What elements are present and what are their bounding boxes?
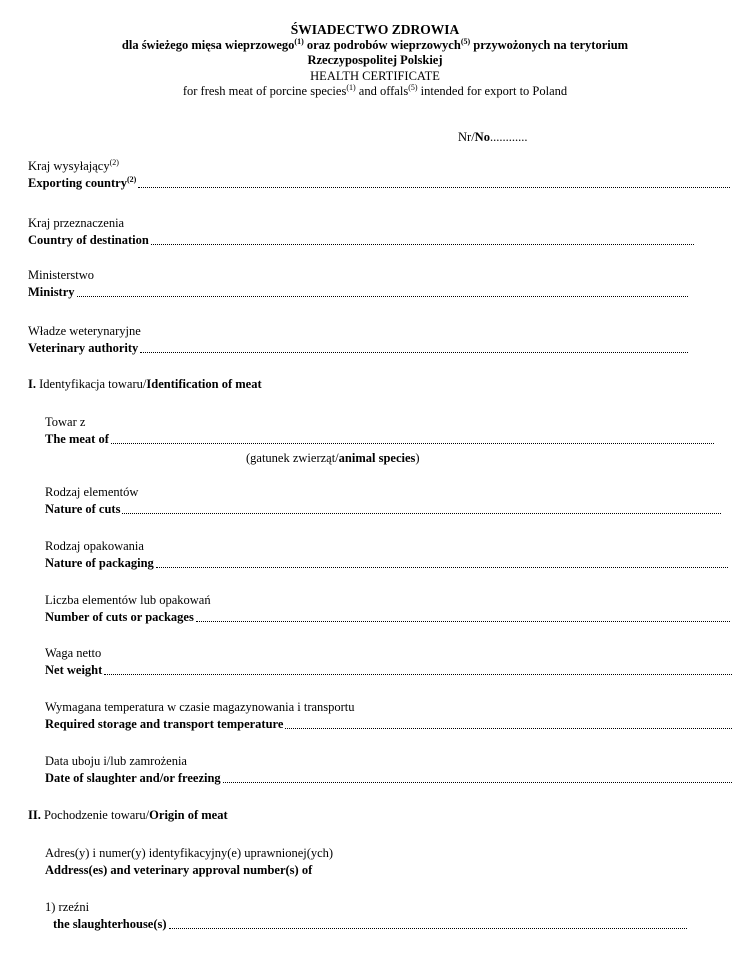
field-slaughterhouse[interactable] [45, 899, 687, 933]
field-nature-of-cuts[interactable] [45, 484, 721, 518]
field-label-en: Number of cuts or packages [45, 610, 194, 624]
fill-line [122, 512, 721, 514]
certificate-number[interactable]: Nr/No............ [458, 130, 528, 144]
certificate-header [0, 22, 750, 100]
subtitle-polish: dla świeżego mięsa wieprzowego$^{(1)}$ oraz podrobów wieprzowych$^{(5)}$ przywożonych na terytorium [121, 36, 629, 52]
fill-line [285, 727, 732, 729]
field-ministry[interactable] [28, 267, 688, 301]
title-english: HEALTH CERTIFICATE [310, 68, 440, 83]
fill-line [104, 673, 732, 675]
field-label-pl: 1) rzeźni [45, 900, 90, 914]
field-label-en: Required storage and transport temperature [45, 717, 284, 731]
section-1-heading: I. Identyfikacja towaru/Identification of meat [28, 377, 262, 391]
field-label-en: the slaughterhouse(s) [53, 917, 167, 931]
field-label-en: Veterinary authority [28, 341, 139, 355]
field-meat-of[interactable] [45, 414, 714, 448]
field-label-en: The meat of [45, 432, 109, 446]
fill-line [151, 243, 694, 245]
field-nature-of-packaging[interactable] [45, 538, 728, 572]
field-number-of-cuts[interactable] [45, 592, 730, 626]
field-label-en: Ministry [28, 285, 75, 299]
title-polish: ŚWIADECTWO ZDROWIA [290, 22, 460, 37]
species-caption: (gatunek zwierząt/animal species) [246, 451, 420, 465]
fill-line [169, 927, 687, 929]
field-label-pl: Ministerstwo [28, 268, 94, 282]
field-label-pl: Rodzaj opakowania [45, 539, 144, 553]
field-label-pl: Towar z [45, 415, 86, 429]
field-label-pl: Data uboju i/lub zamrożenia [45, 754, 187, 768]
address-label-pl: Adres(y) i numer(y) identyfikacyjny(e) uprawnionej(ych) [45, 846, 334, 860]
field-label-en: Net weight [45, 663, 103, 677]
address-heading [45, 845, 333, 879]
field-label-en: Date of slaughter and/or freezing [45, 771, 221, 785]
fill-line [77, 295, 688, 297]
field-label-pl: Waga netto [45, 646, 102, 660]
field-label-pl: Liczba elementów lub opakowań [45, 593, 211, 607]
field-label-pl: Kraj przeznaczenia [28, 216, 125, 230]
field-date-of-slaughter[interactable] [45, 753, 732, 787]
field-net-weight[interactable] [45, 645, 732, 679]
subtitle-polish-country: Rzeczypospolitej Polskiej [307, 53, 443, 67]
fill-line [138, 186, 730, 188]
fill-line [223, 781, 732, 783]
field-country-of-destination[interactable] [28, 215, 694, 249]
field-label-en: Country of destination [28, 233, 149, 247]
fill-line [111, 442, 714, 444]
address-label-en: Address(es) and veterinary approval number(s) of [45, 863, 313, 877]
field-label-en: Nature of cuts [45, 502, 121, 516]
field-label-pl: Władze weterynaryjne [28, 324, 141, 338]
fill-line [196, 620, 730, 622]
field-veterinary-authority[interactable] [28, 323, 688, 357]
fill-line [156, 566, 728, 568]
field-label-pl: Wymagana temperatura w czasie magazynowania i transportu [45, 700, 355, 714]
field-label-pl: Rodzaj elementów [45, 485, 139, 499]
field-storage-temperature[interactable] [45, 699, 732, 733]
field-label-en: Exporting country$^{(2)}$ [28, 175, 137, 190]
field-exporting-country[interactable] [28, 158, 730, 192]
field-label-en: Nature of packaging [45, 556, 154, 570]
field-label-pl: Kraj wysyłający$^{(2)}$ [28, 158, 119, 173]
section-2-heading: II. Pochodzenie towaru/Origin of meat [28, 808, 228, 822]
fill-line [140, 351, 688, 353]
subtitle-english: for fresh meat of porcine species$^{(1)}$ and offals$^{(5)}$ intended for export to Poland [182, 83, 568, 98]
